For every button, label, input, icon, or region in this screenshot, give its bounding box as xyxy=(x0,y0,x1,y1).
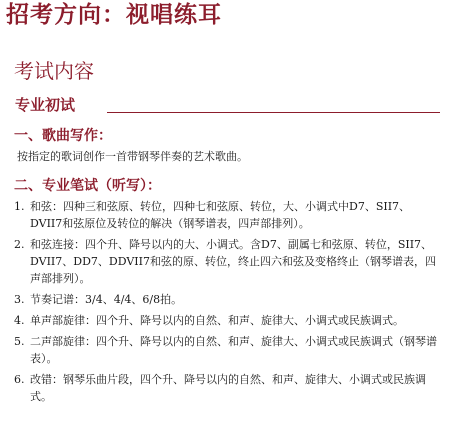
list-item-text: 和弦连接：四个升、降号以内的大、小调式。含D7、副属七和弦原、转位，SII7、DVII7、DD7、DDVII7和弦的原、转位，终止四六和弦及变格终止（钢琴谱表，四声部排列）。 xyxy=(30,238,436,285)
list-item xyxy=(14,312,440,329)
list-item xyxy=(14,198,440,232)
list-item-number: 6. xyxy=(14,373,25,386)
list-item-text: 节奏记谱：3/4、4/4、6/8拍。 xyxy=(30,293,183,306)
list-item xyxy=(14,371,440,405)
page-title: 招考方向：视唱练耳 xyxy=(6,2,222,28)
list-item-number: 1. xyxy=(14,200,25,213)
part1-heading: 一、歌曲写作： xyxy=(14,128,112,144)
list-item-text: 改错：钢琴乐曲片段，四个升、降号以内的自然、和声、旋律大、小调式或民族调式。 xyxy=(30,373,426,403)
list-item-text: 和弦：四种三和弦原、转位，四种七和弦原、转位，大、小调式中D7、SII7、DVII7和弦原位及转位的解决（钢琴谱表，四声部排列）。 xyxy=(30,200,411,230)
section-divider xyxy=(107,112,440,113)
list-item-number: 4. xyxy=(14,314,25,327)
list-item xyxy=(14,236,440,287)
list-item-number: 2. xyxy=(14,238,25,251)
list-item-number: 5. xyxy=(14,335,25,348)
part2-list xyxy=(14,198,440,409)
section-label: 专业初试 xyxy=(15,96,76,114)
list-item-text: 二声部旋律：四个升、降号以内的自然、和声、旋律大、小调式或民族调式（钢琴谱表）。 xyxy=(30,335,437,365)
part1-text: 按指定的歌词创作一首带钢琴伴奏的艺术歌曲。 xyxy=(17,150,248,163)
list-item xyxy=(14,291,440,308)
section-header xyxy=(15,95,440,117)
list-item-number: 3. xyxy=(14,293,25,306)
list-item-text: 单声部旋律：四个升、降号以内的自然、和声、旋律大、小调式或民族调式。 xyxy=(30,314,404,327)
page-subtitle: 考试内容 xyxy=(14,59,94,83)
part2-heading: 二、专业笔试（听写）： xyxy=(14,178,161,194)
list-item xyxy=(14,333,440,367)
